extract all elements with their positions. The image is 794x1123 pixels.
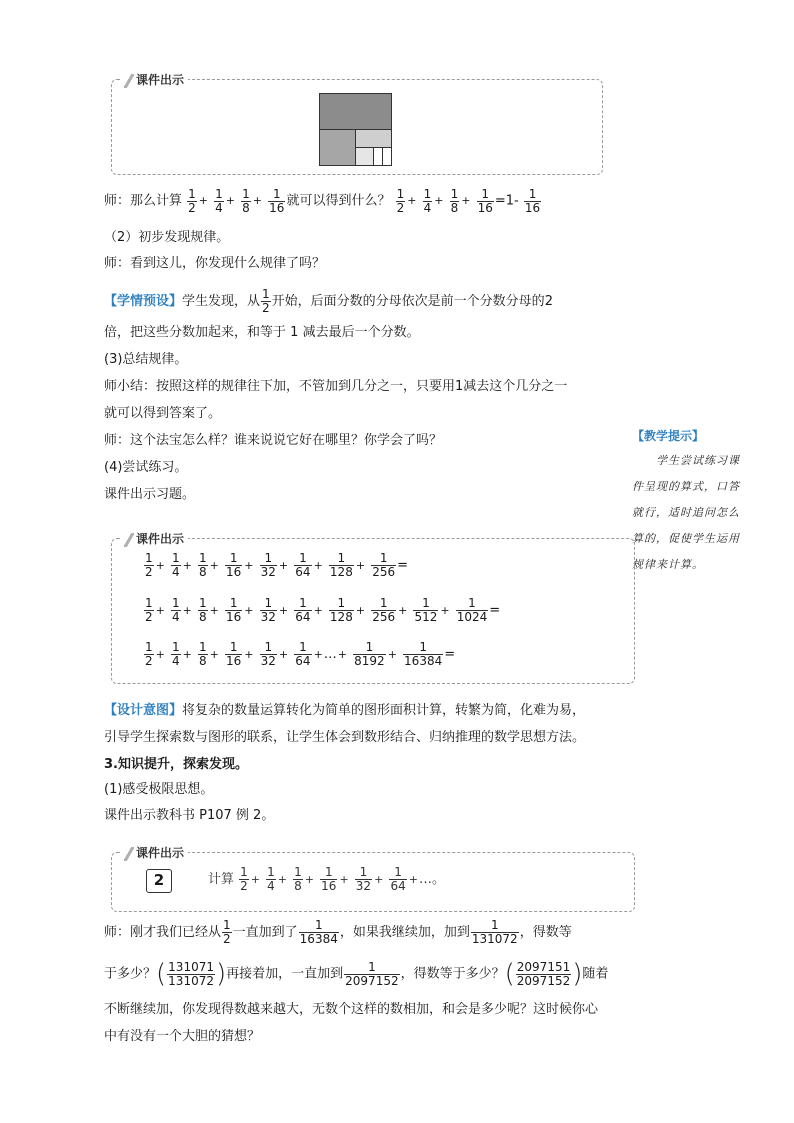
courseware-label-3: 课件出示 [120,844,188,861]
design-intent-2: 引导学生探索数与图形的联系，让学生体会到数形结合、归纳推理的数学思想方法。 [104,730,586,745]
label-slash-icon [124,74,134,88]
exercise-1: $\frac{1}{2}$ + $\frac{1}{4}$ + $\frac{1}{8}$ + $\frac{1}{16}$ + $\frac{1}{32}$ + $\frac{1}{64}$ + $\frac{1}{128}$ + $\frac{1}{256}$ = [145,551,408,579]
label-slash-icon [124,847,134,861]
step-3: (3)总结规律。 [104,352,188,367]
teacher-question-7: 中有没有一个大胆的猜想？ [104,1029,261,1044]
section-3-step-1: (1)感受极限思想。 [104,782,214,797]
teacher-question-4: 师：刚才我们已经从 $\frac{1}{2}$ 一直加到了 $\frac{1}{16384}$ ，如果我继续加，加到 $\frac{1}{131072}$ ，得数等 [104,918,572,946]
example-2-expression: 计算 $\frac{1}{2}$ + $\frac{1}{4}$ + $\frac{1}{8}$ + $\frac{1}{16}$ + $\frac{1}{32}$ + $\frac{1}{64}$ +…。 [208,865,445,893]
summary-line-1: 师小结：按照这样的规律往下加，不管加到几分之一，只要用1减去这个几分之一 [104,379,568,394]
step-4: (4)尝试练习。 [104,460,188,475]
teacher-question-1: 师：那么计算 $\frac{1}{2}$ + $\frac{1}{4}$ + $\frac{1}{8}$ + $\frac{1}{16}$ 就可以得到什么？ $\frac{1}{2}$ + $\frac{1}{4}$ + $\frac{1}{8}$ + $\frac{1}{16}$ =1- $\frac{1}{16}$ [104,186,541,215]
teacher-question-2: 师：看到这儿，你发现什么规律了吗？ [104,256,326,271]
prediction-tag: 【学情预设】 [104,294,183,309]
courseware-label-2: 课件出示 [120,530,188,547]
exercise-3: $\frac{1}{2}$ + $\frac{1}{4}$ + $\frac{1}{8}$ + $\frac{1}{16}$ + $\frac{1}{32}$ + $\frac{1}{64}$ +…+ $\frac{1}{8192}$ + $\frac{1}{16384}$ = [145,640,456,668]
design-tag: 【设计意图】 [104,703,183,718]
show-exercise: 课件出示习题。 [104,487,196,502]
teaching-tip-text: 学生尝试练习课 件呈现的算式，口答 就行，适时追问怎么 算的，促使学生运用 规律来计算。 [632,454,740,571]
courseware-label-1: 课件出示 [120,71,188,88]
example-number-badge: 2 [146,869,172,893]
design-intent-1: 【设计意图】将复杂的数量运算转化为简单的图形面积计算，转繁为简，化难为易， [104,703,586,718]
label-slash-icon [124,533,134,547]
teacher-question-5: 于多少？( $\frac{131071}{131072}$ )再接着加，一直加到 $\frac{1}{2097152}$ ，得数等于多少？( $\frac{2097151}{2097152}$ )随着 [104,959,609,989]
prediction-line-2: 倍，把这些分数加起来，和等于 1 减去最后一个分数。 [104,325,420,340]
section-3-title: 3.知识提升，探索发现。 [104,757,248,772]
summary-line-2: 就可以得到答案了。 [104,406,222,421]
teaching-tip-title: 【教学提示】 [632,429,705,443]
exercise-2: $\frac{1}{2}$ + $\frac{1}{4}$ + $\frac{1}{8}$ + $\frac{1}{16}$ + $\frac{1}{32}$ + $\frac{1}{64}$ + $\frac{1}{128}$ + $\frac{1}{256}$ + $\frac{1}{512}$ + $\frac{1}{1024}$ = [145,596,501,624]
area-model-figure [319,93,393,167]
teacher-question-3: 师：这个法宝怎么样？谁来说说它好在哪里？你学会了吗？ [104,433,443,448]
teacher-question-6: 不断继续加，你发现得数越来越大，无数个这样的数相加，和会是多少呢？这时候你心 [104,1002,599,1017]
section-3-show: 课件出示教科书 P107 例 2。 [104,808,275,823]
step-2: （2）初步发现规律。 [104,230,230,245]
prediction-line-1: 【学情预设】学生发现，从 $\frac{1}{2}$ 开始，后面分数的分母依次是前一个分数分母的2 [104,287,553,315]
